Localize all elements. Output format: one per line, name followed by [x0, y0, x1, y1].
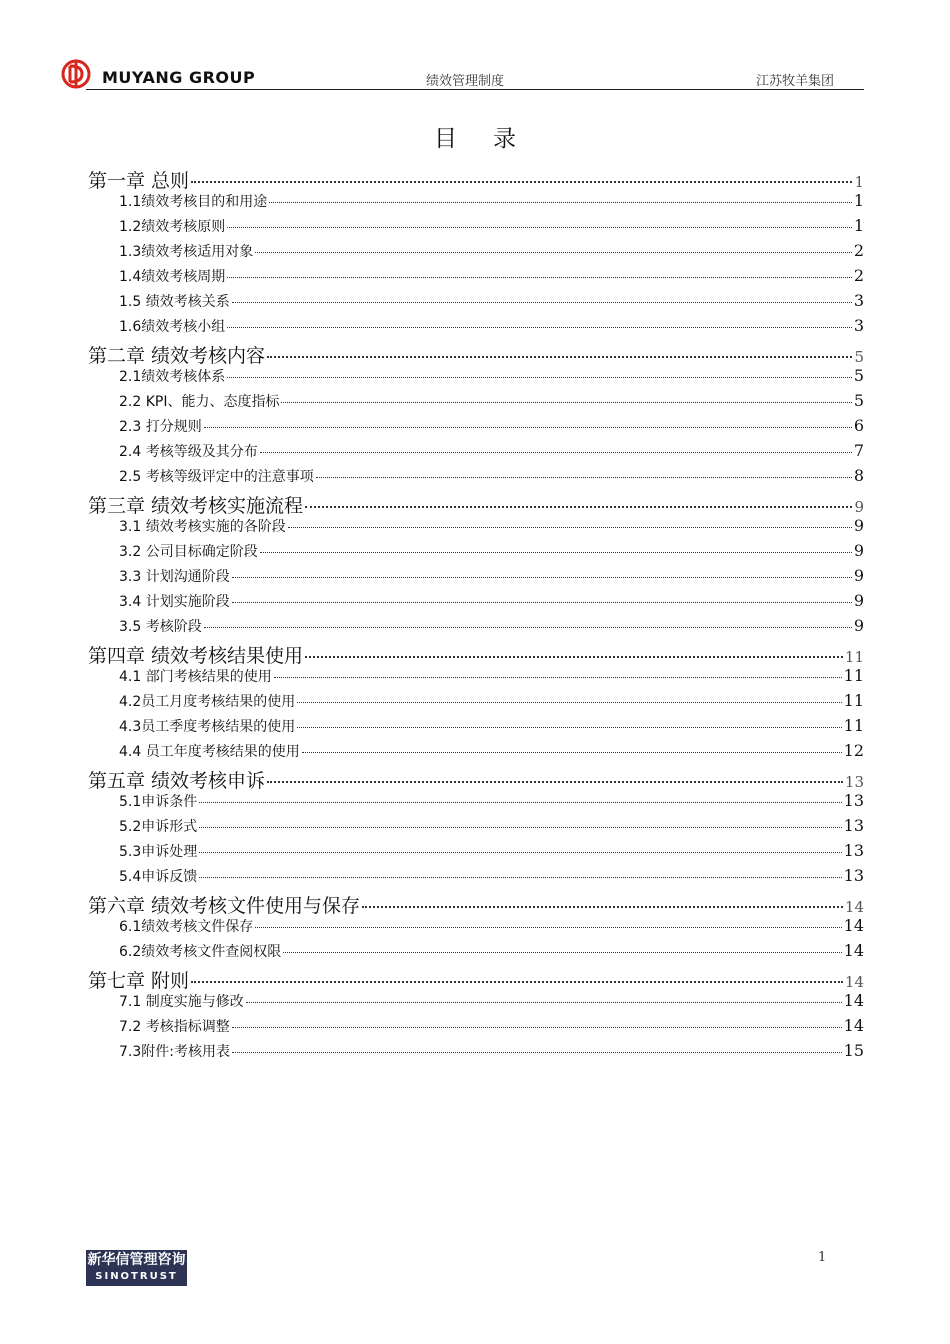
- toc-section-entry[interactable]: [88, 616, 864, 641]
- toc-section-entry[interactable]: [88, 941, 864, 966]
- dot-leader: [288, 527, 852, 528]
- toc-entry-label: 5.3申诉处理: [119, 844, 198, 860]
- toc-entry-page: 9: [853, 516, 864, 535]
- toc-entry-label: 7.2 考核指标调整: [119, 1019, 230, 1035]
- toc-entry-label: 1.6绩效考核小组: [119, 319, 226, 335]
- toc-entry-page: 7: [853, 441, 864, 460]
- dot-leader: [246, 1002, 842, 1003]
- dot-leader: [274, 677, 842, 678]
- toc-chapter-entry[interactable]: [88, 766, 864, 791]
- toc-section-entry[interactable]: [88, 241, 864, 266]
- dot-leader: [227, 327, 852, 328]
- table-of-contents: [88, 166, 864, 1066]
- dot-leader: [283, 952, 841, 953]
- toc-entry-label: 第五章 绩效考核申诉: [88, 770, 266, 791]
- toc-entry-page: 9: [853, 566, 864, 585]
- toc-entry-label: 第三章 绩效考核实施流程: [88, 495, 304, 516]
- toc-entry-label: 1.1绩效考核目的和用途: [119, 194, 268, 210]
- company-name: 江苏牧羊集团: [755, 74, 834, 89]
- toc-section-entry[interactable]: [88, 316, 864, 341]
- dot-leader: [269, 202, 852, 203]
- toc-section-entry[interactable]: [88, 216, 864, 241]
- toc-section-entry[interactable]: [88, 366, 864, 391]
- toc-entry-page: 9: [853, 591, 864, 610]
- toc-entry-label: 3.3 计划沟通阶段: [119, 569, 230, 585]
- toc-entry-page: 11: [843, 716, 864, 735]
- dot-leader: [297, 727, 841, 728]
- toc-entry-page: 9: [853, 616, 864, 635]
- toc-entry-label: 6.2绩效考核文件查阅权限: [119, 944, 282, 960]
- toc-entry-label: 1.2绩效考核原则: [119, 219, 226, 235]
- toc-section-entry[interactable]: [88, 666, 864, 691]
- toc-title: 目录: [434, 126, 552, 152]
- sinotrust-logo: [86, 1250, 187, 1286]
- dot-leader: [305, 506, 852, 508]
- toc-entry-label: 4.4 员工年度考核结果的使用: [119, 744, 300, 760]
- dot-leader: [267, 356, 852, 358]
- toc-entry-label: 4.1 部门考核结果的使用: [119, 669, 272, 685]
- toc-chapter-entry[interactable]: [88, 491, 864, 516]
- toc-entry-label: 3.4 计划实施阶段: [119, 594, 230, 610]
- toc-section-entry[interactable]: [88, 541, 864, 566]
- toc-chapter-entry[interactable]: [88, 641, 864, 666]
- toc-section-entry[interactable]: [88, 566, 864, 591]
- dot-leader: [232, 1052, 842, 1053]
- toc-entry-page: 9: [854, 498, 864, 516]
- toc-chapter-entry[interactable]: [88, 166, 864, 191]
- dot-leader: [267, 781, 843, 783]
- toc-section-entry[interactable]: [88, 516, 864, 541]
- document-title: 绩效管理制度: [426, 74, 505, 89]
- toc-entry-label: 1.3绩效考核适用对象: [119, 244, 254, 260]
- toc-section-entry[interactable]: [88, 866, 864, 891]
- toc-entry-page: 11: [843, 666, 864, 685]
- dot-leader: [255, 927, 841, 928]
- dot-leader: [204, 627, 852, 628]
- toc-entry-label: 5.2申诉形式: [119, 819, 198, 835]
- toc-entry-page: 12: [843, 741, 864, 760]
- toc-entry-label: 2.2 KPI、能力、态度指标: [119, 394, 280, 410]
- toc-entry-label: 3.2 公司目标确定阶段: [119, 544, 258, 560]
- toc-entry-page: 8: [853, 466, 864, 485]
- dot-leader: [199, 852, 841, 853]
- toc-entry-label: 2.1绩效考核体系: [119, 369, 226, 385]
- toc-section-entry[interactable]: [88, 266, 864, 291]
- toc-entry-page: 9: [853, 541, 864, 560]
- dot-leader: [232, 302, 852, 303]
- dot-leader: [305, 656, 843, 658]
- toc-section-entry[interactable]: [88, 1016, 864, 1041]
- toc-entry-page: 13: [843, 841, 864, 860]
- toc-entry-page: 1: [853, 191, 864, 210]
- toc-entry-page: 5: [853, 366, 864, 385]
- toc-entry-label: 3.1 绩效考核实施的各阶段: [119, 519, 286, 535]
- toc-section-entry[interactable]: [88, 441, 864, 466]
- page-number: 1: [818, 1250, 827, 1265]
- toc-section-entry[interactable]: [88, 916, 864, 941]
- toc-entry-label: 3.5 考核阶段: [119, 619, 202, 635]
- toc-entry-label: 1.5 绩效考核关系: [119, 294, 230, 310]
- toc-entry-page: 14: [843, 991, 864, 1010]
- toc-section-entry[interactable]: [88, 291, 864, 316]
- toc-entry-label: 2.5 考核等级评定中的注意事项: [119, 469, 314, 485]
- dot-leader: [204, 427, 852, 428]
- toc-section-entry[interactable]: [88, 1041, 864, 1066]
- dot-leader: [227, 377, 852, 378]
- toc-entry-page: 3: [853, 291, 864, 310]
- dot-leader: [362, 906, 843, 908]
- toc-chapter-entry[interactable]: [88, 891, 864, 916]
- toc-section-entry[interactable]: [88, 391, 864, 416]
- dot-leader: [255, 252, 852, 253]
- toc-chapter-entry[interactable]: [88, 966, 864, 991]
- toc-entry-page: 6: [853, 416, 864, 435]
- toc-section-entry[interactable]: [88, 841, 864, 866]
- dot-leader: [227, 227, 852, 228]
- toc-entry-page: 1: [853, 216, 864, 235]
- toc-entry-label: 7.1 制度实施与修改: [119, 994, 244, 1010]
- toc-section-entry[interactable]: [88, 991, 864, 1016]
- toc-entry-label: 第二章 绩效考核内容: [88, 345, 266, 366]
- toc-entry-page: 13: [843, 791, 864, 810]
- dot-leader: [232, 602, 852, 603]
- toc-entry-label: 第七章 附则: [88, 970, 190, 991]
- toc-entry-page: 14: [844, 898, 864, 916]
- toc-entry-label: 1.4绩效考核周期: [119, 269, 226, 285]
- dot-leader: [227, 277, 852, 278]
- toc-entry-page: 13: [844, 773, 864, 791]
- toc-entry-label: 7.3附件:考核用表: [119, 1044, 230, 1060]
- toc-entry-page: 15: [843, 1041, 864, 1060]
- toc-entry-label: 第四章 绩效考核结果使用: [88, 645, 304, 666]
- toc-entry-page: 13: [843, 866, 864, 885]
- dot-leader: [281, 402, 851, 403]
- toc-section-entry[interactable]: [88, 191, 864, 216]
- toc-section-entry[interactable]: [88, 416, 864, 441]
- toc-entry-page: 2: [853, 241, 864, 260]
- dot-leader: [297, 702, 841, 703]
- toc-section-entry[interactable]: [88, 816, 864, 841]
- dot-leader: [260, 552, 852, 553]
- toc-entry-page: 11: [844, 648, 864, 666]
- toc-entry-page: 5: [853, 391, 864, 410]
- toc-entry-page: 14: [843, 916, 864, 935]
- toc-entry-page: 1: [854, 173, 864, 191]
- toc-entry-label: 5.1申诉条件: [119, 794, 198, 810]
- toc-entry-page: 11: [843, 691, 864, 710]
- toc-section-entry[interactable]: [88, 741, 864, 766]
- dot-leader: [191, 981, 843, 983]
- dot-leader: [191, 181, 852, 183]
- muyang-logo-icon: [60, 58, 92, 90]
- toc-entry-label: 4.2员工月度考核结果的使用: [119, 694, 296, 710]
- toc-entry-page: 13: [843, 816, 864, 835]
- dot-leader: [199, 802, 841, 803]
- brand-name: MUYANG GROUP: [102, 68, 256, 87]
- dot-leader: [199, 877, 841, 878]
- toc-entry-label: 第一章 总则: [88, 170, 190, 191]
- sinotrust-logo-en: SINOTRUST: [95, 1271, 178, 1282]
- toc-section-entry[interactable]: [88, 466, 864, 491]
- toc-entry-page: 2: [853, 266, 864, 285]
- toc-entry-page: 3: [853, 316, 864, 335]
- toc-entry-label: 4.3员工季度考核结果的使用: [119, 719, 296, 735]
- dot-leader: [260, 452, 852, 453]
- toc-entry-label: 2.4 考核等级及其分布: [119, 444, 258, 460]
- toc-section-entry[interactable]: [88, 591, 864, 616]
- dot-leader: [199, 827, 841, 828]
- sinotrust-logo-cn: 新华信管理咨询: [87, 1252, 186, 1268]
- dot-leader: [316, 477, 852, 478]
- page-header: [86, 56, 864, 90]
- dot-leader: [302, 752, 842, 753]
- dot-leader: [232, 577, 852, 578]
- toc-entry-label: 6.1绩效考核文件保存: [119, 919, 254, 935]
- toc-section-entry[interactable]: [88, 716, 864, 741]
- toc-chapter-entry[interactable]: [88, 341, 864, 366]
- toc-entry-label: 第六章 绩效考核文件使用与保存: [88, 895, 361, 916]
- toc-entry-page: 14: [843, 1016, 864, 1035]
- toc-entry-label: 5.4申诉反馈: [119, 869, 198, 885]
- toc-section-entry[interactable]: [88, 791, 864, 816]
- toc-entry-page: 14: [843, 941, 864, 960]
- toc-entry-page: 5: [854, 348, 864, 366]
- toc-entry-label: 2.3 打分规则: [119, 419, 202, 435]
- dot-leader: [232, 1027, 842, 1028]
- toc-entry-page: 14: [844, 973, 864, 991]
- toc-section-entry[interactable]: [88, 691, 864, 716]
